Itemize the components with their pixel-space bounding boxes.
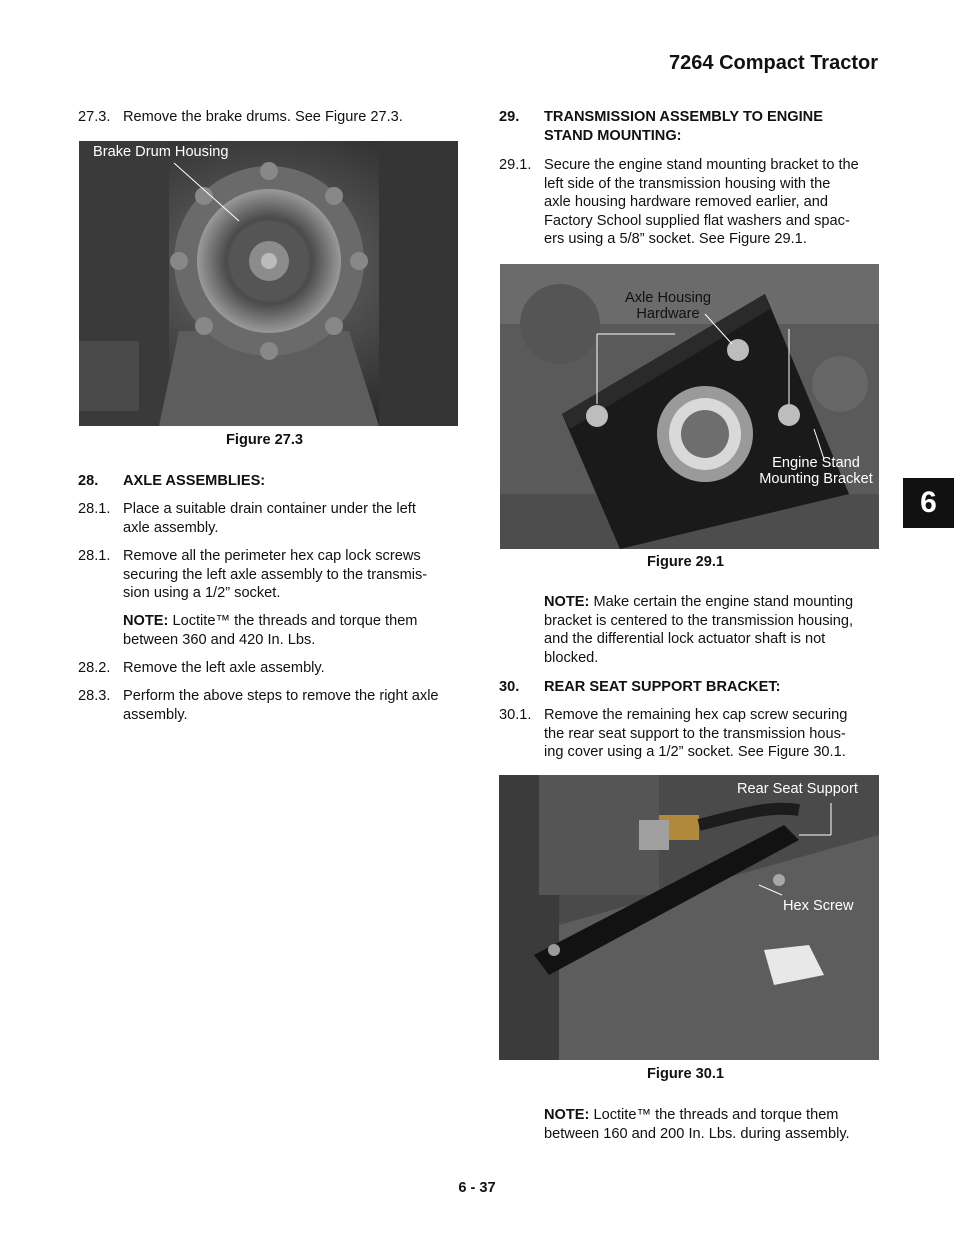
section-heading: REAR SEAT SUPPORT BRACKET: [544,679,781,695]
text-line: blocked. [544,649,599,666]
text-line: the rear seat support to the transmission hous- [544,725,846,742]
text-line: axle housing hardware removed earlier, and [544,194,828,211]
step-number: 27.3. [78,109,111,125]
note [544,1106,850,1143]
step-number: 30.1. [499,707,532,723]
text-line: Factory School supplied flat washers and spac- [544,212,850,229]
text-line: assembly. [123,706,188,723]
text-line: STAND MOUNTING: [544,127,682,144]
note-label: NOTE: [123,613,169,629]
text-line: ing cover using a 1/2” socket. See Figure 30.1. [544,744,846,761]
step-number: 28.1. [78,548,111,564]
text-line: securing the left axle assembly to the transmis- [123,566,428,583]
text-line: axle assembly. [123,519,219,536]
step-text: Remove the left axle assembly. [123,660,325,676]
figure-label-hex-screw: Hex Screw [783,898,854,914]
figure-label-axle-housing-hardware: Axle Housing Hardware [625,290,711,322]
figure-30-1-photo [499,775,879,1060]
section-number: 30. [499,679,520,695]
text-line: TRANSMISSION ASSEMBLY TO ENGINE [544,109,823,125]
text-line: Perform the above steps to remove the right axle [123,688,439,704]
text-line: sion using a 1/2” socket. [123,585,281,602]
figure-caption: Figure 30.1 [647,1066,725,1082]
step-text [544,156,859,249]
step-number: 29.1. [499,157,532,173]
section-heading: AXLE ASSEMBLIES: [123,473,266,489]
page-number: 6 - 37 [458,1180,496,1196]
text-line: Loctite™ the threads and torque them [589,1107,839,1123]
figure-caption: Figure 27.3 [226,432,304,448]
text-line: ers using a 5/8” socket. See Figure 29.1. [544,231,807,248]
figure-label-brake-drum-housing: Brake Drum Housing [93,144,229,160]
note [544,593,853,667]
figure-label-engine-stand-mounting-bracket: Engine Stand Mounting Bracket [759,455,873,487]
figure-27-3-photo [79,141,458,426]
text-line: between 360 and 420 In. Lbs. [123,631,316,648]
step-text [123,687,439,724]
text-line: Remove all the perimeter hex cap lock screws [123,548,421,564]
text-line: between 160 and 200 In. Lbs. during assembly. [544,1125,850,1142]
step-number: 28.3. [78,688,111,704]
chapter-tab: 6 [903,478,954,528]
step-number: 28.1. [78,501,111,517]
note-label: NOTE: [544,1107,590,1123]
section-heading [544,108,823,145]
text-line: Loctite™ the threads and torque them [168,613,418,629]
page-title: 7264 Compact Tractor [669,52,878,74]
text-line: Remove the remaining hex cap screw securing [544,707,848,723]
text-line: bracket is centered to the transmission housing, [544,612,854,629]
text-line: left side of the transmission housing with the [544,175,831,192]
step-text [123,500,416,537]
figure-caption: Figure 29.1 [647,554,725,570]
note [123,612,417,649]
step-number: 28.2. [78,660,111,676]
text-line: and the differential lock actuator shaft is not [544,631,826,648]
step-text [544,706,847,762]
text-line: Secure the engine stand mounting bracket to the [544,157,859,173]
note-label: NOTE: [544,594,590,610]
figure-label-rear-seat-support: Rear Seat Support [737,781,858,797]
text-line: Place a suitable drain container under the left [123,501,416,517]
step-text: Remove the brake drums. See Figure 27.3. [123,109,403,125]
section-number: 28. [78,473,99,489]
text-line: Make certain the engine stand mounting [589,594,854,610]
section-number: 29. [499,109,520,125]
step-text [123,547,427,603]
